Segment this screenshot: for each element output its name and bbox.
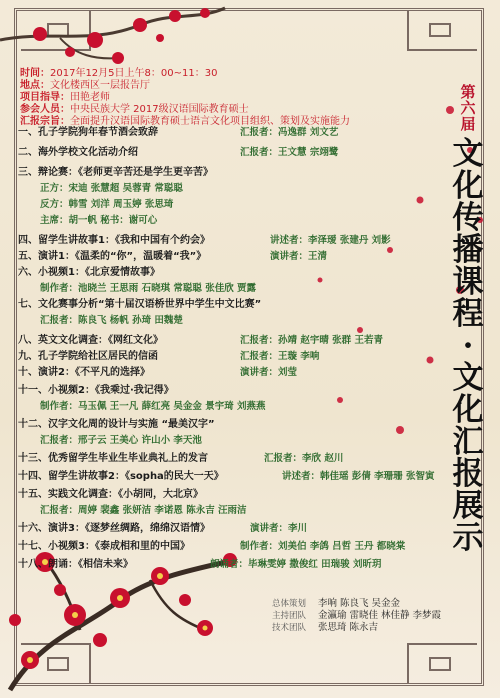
title-char: 报 — [452, 456, 484, 492]
program-reporter: 朗诵者：毕琳雯婷 撒俊红 田瑞骏 刘昕玥 — [210, 559, 382, 570]
lattice-ornament — [429, 657, 451, 671]
credit-hosts: 主持团队 金瀛瑜 雷晓佳 林佳静 李梦霞 — [272, 610, 442, 621]
program-reporter: 汇报者：冯逸群 刘文艺 — [240, 127, 339, 138]
program-item: 十三、优秀留学生毕业生毕业典礼上的发言 — [18, 453, 208, 464]
program-reporter: 演讲者：王清 — [270, 251, 328, 262]
title-char: 化 — [452, 168, 484, 204]
program-item: 九、孔子学院给社区居民的信函 — [18, 351, 158, 362]
debate-con: 反方：韩雪 刘洋 周玉婷 张思琦 — [40, 199, 174, 210]
program-item: 十四、留学生讲故事2：《sopha的民大一天》 — [18, 471, 224, 482]
program-reporter: 演讲者：刘莹 — [240, 367, 298, 378]
program-item: 三、辩论赛：《老师更辛苦还是学生更辛苦》 — [18, 167, 213, 178]
program-item: 十七、小视频3：《泰成相和里的中国》 — [18, 541, 190, 552]
title-char: 传 — [452, 200, 484, 236]
program-reporter: 讲述者：韩佳瑶 彭倩 李珊珊 张智寅 — [282, 471, 435, 482]
program-reporter: 汇报者：李欣 赵川 — [264, 453, 344, 464]
program-item: 七、文化赛事分析“第十届汉语桥世界中学生中文比赛” — [18, 299, 262, 310]
program-reporter: 汇报者：孙靖 赵宇晴 张群 王若青 — [240, 335, 383, 346]
info-purpose: 汇报宗旨：全面提升汉语国际教育硕士语言文化项目组织、策划及实施能力 — [20, 116, 350, 127]
edition-char: 第 — [460, 83, 476, 101]
program-reporter: 制作者：刘美伯 李鸽 吕哲 王丹 都晓棠 — [240, 541, 406, 552]
debate-pro: 正方：宋迪 张慧超 吴蓉青 常聪聪 — [40, 183, 183, 194]
video2-makers: 制作者：马玉佩 王一凡 薛红亮 吴金金 景宇琦 刘燕燕 — [40, 401, 266, 412]
video1-makers: 制作者：池晓兰 王思雨 石晓琪 常聪聪 张佳欣 贾露 — [40, 283, 257, 294]
title-char: 课 — [452, 264, 484, 300]
program-reporter: 汇报者：王文慧 宗翊鹭 — [240, 147, 339, 158]
title-char: 展 — [452, 488, 484, 524]
program-reporter: 讲述者：李泽瑷 张建丹 刘影 — [270, 235, 391, 246]
edition-char: 届 — [460, 115, 476, 133]
edition-char: 六 — [460, 99, 476, 117]
program-item: 八、英文文化调查：《网红文化》 — [18, 335, 163, 346]
program-item: 十六、演讲3：《逐梦丝绸路，绵绵汉语情》 — [18, 523, 210, 534]
program-item: 十五、实践文化调查：《小胡同，大北京》 — [18, 489, 203, 500]
program-item: 四、留学生讲故事1：《我和中国有个约会》 — [18, 235, 210, 246]
title-char: · — [462, 328, 474, 364]
program-reporter: 汇报者：王璇 李响 — [240, 351, 320, 362]
info-time: 时间：2017年12月5日上午8：00~11：30 — [20, 68, 218, 79]
title-char: 播 — [452, 232, 484, 268]
title-char: 汇 — [452, 424, 484, 460]
program-item: 二、海外学校文化活动介绍 — [18, 147, 138, 158]
title-char: 示 — [452, 520, 484, 556]
program-item: 十二、汉字文化周的设计与实施 “最美汉字” — [18, 419, 215, 430]
hutong-reporters: 汇报者：周婷 裴鑫 张妍洁 李诺恩 陈永吉 汪雨洁 — [40, 505, 247, 516]
event-reporters: 汇报者：陈良飞 杨帆 孙琦 田魏楚 — [40, 315, 183, 326]
program-item: 十、演讲2：《不平凡的选择》 — [18, 367, 150, 378]
info-advisor: 项目指导：田艳老师 — [20, 92, 110, 103]
program-item: 十八、朗诵：《相信未来》 — [18, 559, 133, 570]
vertical-title — [448, 84, 488, 554]
credit-tech: 技术团队 张思琦 陈永吉 — [272, 622, 379, 633]
title-char: 化 — [452, 392, 484, 428]
hanzi-reporters: 汇报者：邢子云 王美心 许山小 李天池 — [40, 435, 202, 446]
program-item: 十一、小视频2：《我乘过·我记得》 — [18, 385, 174, 396]
lattice-ornament — [429, 23, 451, 37]
info-place: 地点：文化楼西区一层报告厅 — [20, 80, 150, 91]
title-char: 文 — [452, 136, 484, 172]
debate-host: 主席：胡一帆 秘书：谢可心 — [40, 215, 158, 226]
program-item: 一、孔子学院狗年春节酒会致辞 — [18, 127, 158, 138]
program-item: 六、小视频1：《北京爱情故事》 — [18, 267, 160, 278]
info-participants: 参会人员：中央民族大学 2017级汉语国际教育硕士 — [20, 104, 249, 115]
credits — [272, 598, 441, 634]
program-reporter: 演讲者：李川 — [250, 523, 308, 534]
credit-planning: 总体策划 李响 陈良飞 吴金金 — [272, 598, 401, 609]
program-item: 五、演讲1：《温柔的“你”，温暖着“我”》 — [18, 251, 207, 262]
event-info — [20, 68, 440, 128]
title-char: 文 — [452, 360, 484, 396]
title-char: 程 — [452, 296, 484, 332]
